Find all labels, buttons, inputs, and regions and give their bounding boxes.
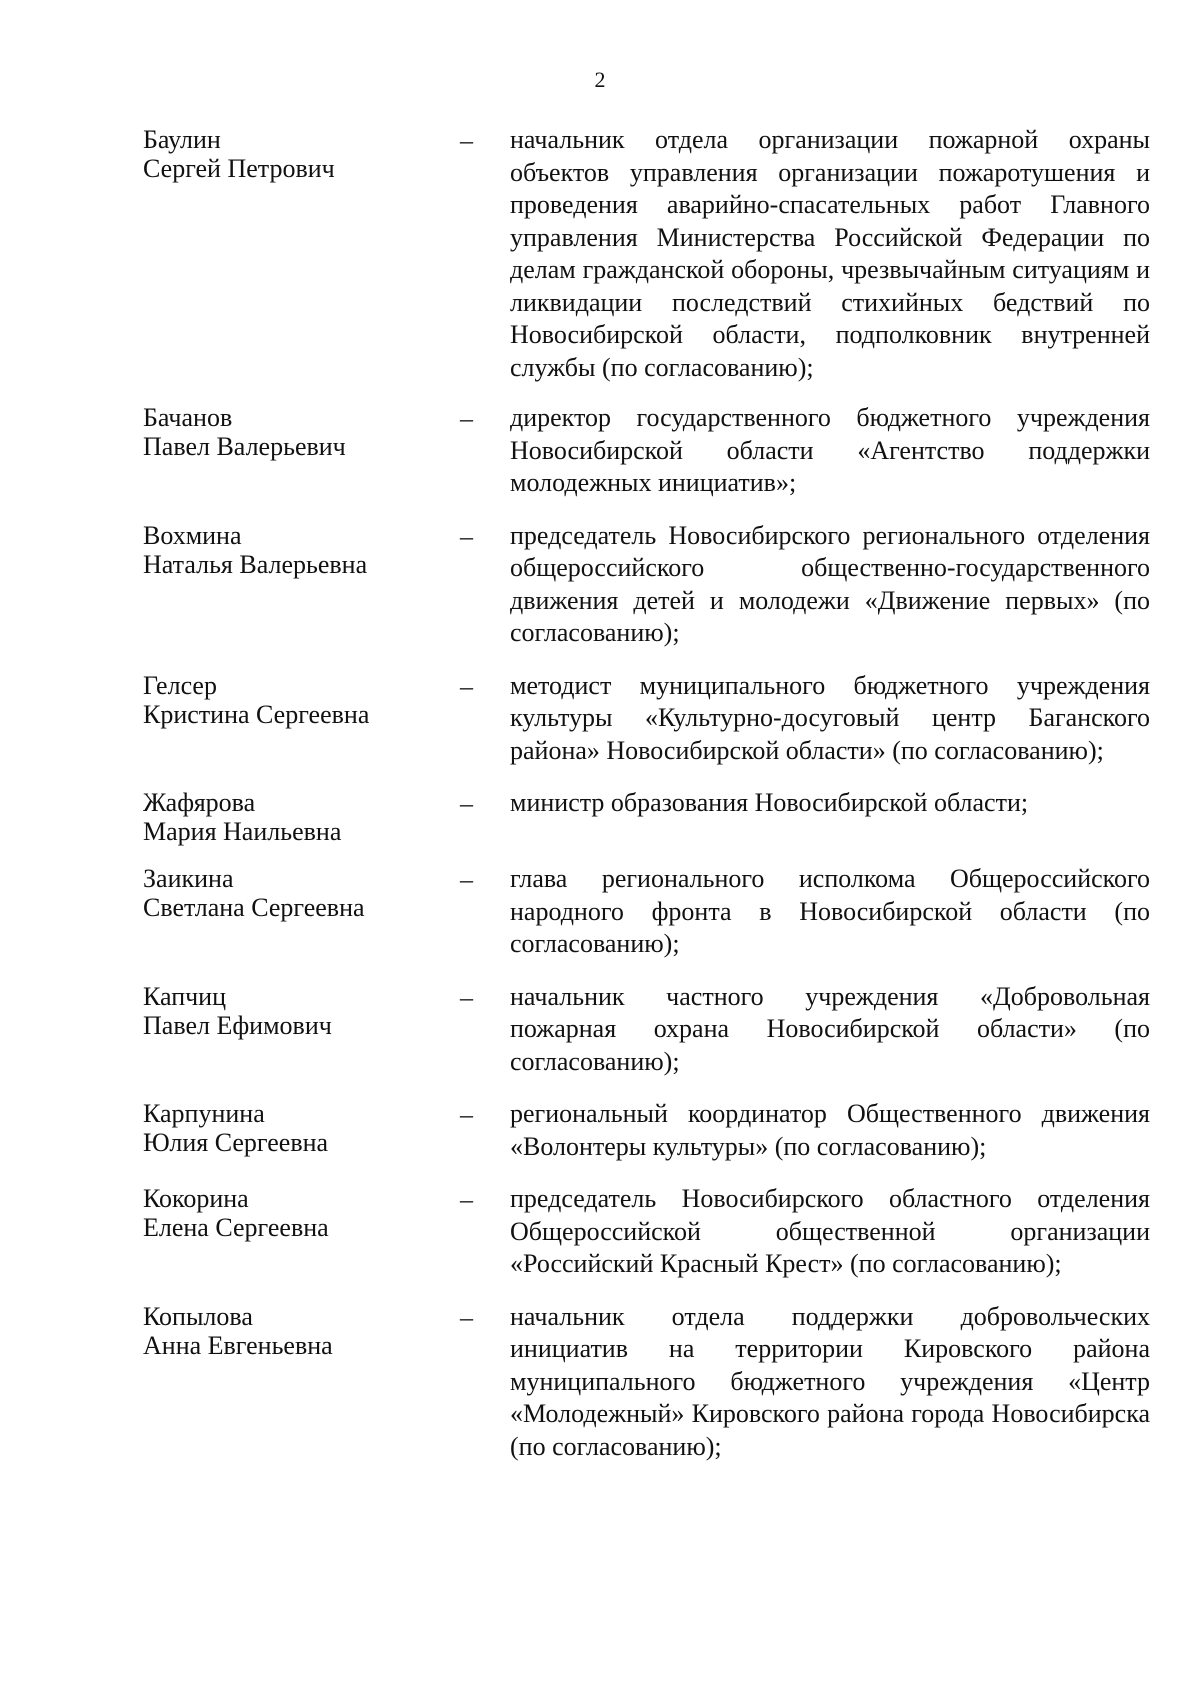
- member-surname: Заикина: [143, 864, 234, 893]
- member-dash: –: [460, 1100, 473, 1129]
- member-given-name: Сергей Петрович: [143, 154, 335, 183]
- member-name: [143, 1099, 460, 1157]
- member-name: [143, 864, 460, 922]
- member-given-name: Павел Ефимович: [143, 1010, 332, 1040]
- member-dash: –: [460, 789, 473, 818]
- member-name: [143, 671, 460, 729]
- member-role: председатель Новосибирского регионального отделения общероссийского общественно-государственного движения детей и молодежи «Движение первых» (по согласованию);: [510, 520, 1150, 647]
- member-entry: [143, 671, 1150, 768]
- member-role: начальник отдела поддержки добровольческих инициатив на территории Кировского района муниципального бюджетного учреждения «Центр «Молодежный» Кировского района города Новосибирска (по согласованию);: [510, 1301, 1150, 1461]
- member-name: [143, 1184, 460, 1242]
- member-role: начальник частного учреждения «Добровольная пожарная охрана Новосибирской области» (по согласованию);: [510, 981, 1150, 1076]
- member-name: [143, 521, 460, 579]
- member-name: [143, 403, 460, 461]
- member-given-name: Светлана Сергеевна: [143, 893, 365, 922]
- member-given-name: Кристина Сергеевна: [143, 699, 370, 729]
- member-surname: Жафярова: [143, 788, 256, 817]
- member-dash: –: [460, 865, 473, 894]
- member-entry: [143, 403, 1150, 500]
- member-surname: Кокорина: [143, 1184, 249, 1213]
- member-dash: –: [460, 671, 473, 701]
- member-role: глава регионального исполкома Общероссийского народного фронта в Новосибирской области (по согласованию);: [510, 864, 1150, 958]
- member-name: [143, 1302, 460, 1360]
- member-given-name: Юлия Сергеевна: [143, 1128, 329, 1157]
- members-list: [143, 125, 1150, 1484]
- member-entry: [143, 1184, 1150, 1281]
- member-entry: [143, 125, 1150, 384]
- member-dash: –: [460, 126, 473, 155]
- member-dash: –: [460, 1302, 473, 1332]
- member-name: [143, 125, 460, 183]
- member-role: начальник отдела организации пожарной охраны объектов управления организации пожаротушения и проведения аварийно-спасательных работ Главного управления Министерства Российской Федерации по делам гражданской обороны, чрезвычайным ситуациям и ликвидации последствий стихийных бедствий по Новосибирской области, подполковник внутренней службы (по согласованию);: [510, 125, 1150, 382]
- member-role: директор государственного бюджетного учреждения Новосибирской области «Агентство поддержки молодежных инициатив»;: [510, 403, 1150, 497]
- member-entry: [143, 982, 1150, 1079]
- member-entry: [143, 788, 1150, 846]
- member-given-name: Павел Валерьевич: [143, 432, 346, 461]
- member-surname: Копылова: [143, 1301, 253, 1331]
- member-dash: –: [460, 1185, 473, 1214]
- member-surname: Гелсер: [143, 670, 217, 700]
- member-dash: –: [460, 404, 473, 433]
- member-role: методист муниципального бюджетного учреждения культуры «Культурно-досуговый центр Баганского района» Новосибирской области» (по согласованию);: [510, 670, 1150, 765]
- member-entry: [143, 864, 1150, 961]
- member-surname: Капчиц: [143, 981, 227, 1011]
- member-role: председатель Новосибирского областного отделения Общероссийской общественной организации «Российский Красный Крест» (по согласованию);: [510, 1184, 1150, 1278]
- member-role: региональный координатор Общественного движения «Волонтеры культуры» (по согласованию);: [510, 1099, 1150, 1161]
- member-name: [143, 982, 460, 1040]
- member-surname: Бачанов: [143, 403, 233, 432]
- member-given-name: Анна Евгеньевна: [143, 1330, 333, 1360]
- member-surname: Вохмина: [143, 520, 242, 550]
- member-surname: Карпунина: [143, 1099, 265, 1128]
- member-role: министр образования Новосибирской области;: [510, 788, 1029, 817]
- member-entry: [143, 1099, 1150, 1163]
- member-dash: –: [460, 982, 473, 1012]
- member-given-name: Наталья Валерьевна: [143, 549, 368, 579]
- member-given-name: Мария Наильевна: [143, 817, 342, 846]
- page-number: 2: [594, 67, 606, 92]
- member-surname: Баулин: [143, 125, 221, 154]
- member-given-name: Елена Сергеевна: [143, 1213, 329, 1242]
- member-entry: [143, 521, 1150, 650]
- member-name: [143, 788, 460, 846]
- member-dash: –: [460, 521, 473, 551]
- member-entry: [143, 1302, 1150, 1464]
